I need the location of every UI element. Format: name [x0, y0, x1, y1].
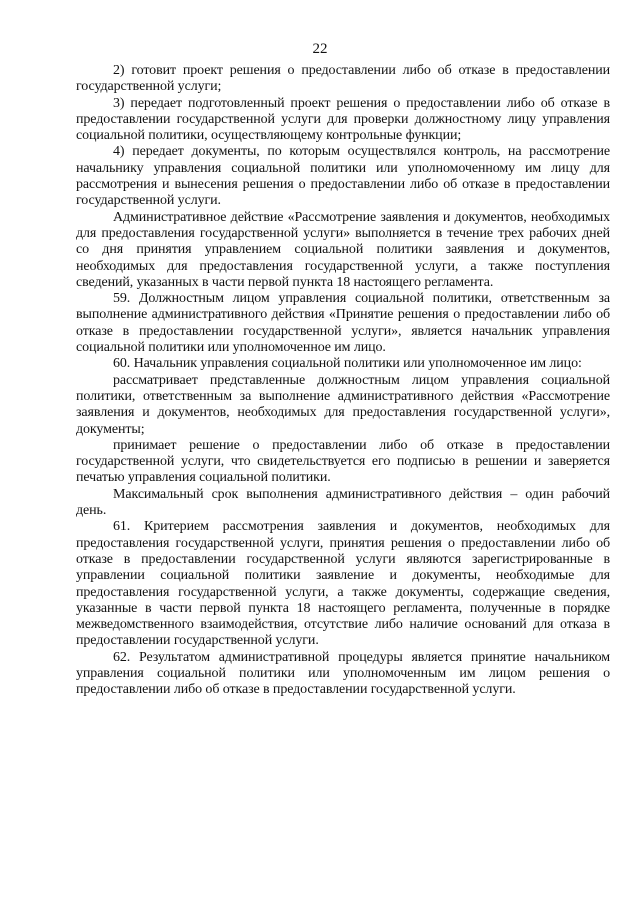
page-number: 22: [312, 41, 328, 57]
document-body: [76, 63, 610, 699]
paragraph-62: 62. Результатом административной процедуры является принятие начальником управления социальной политики или уполномоченным им лицом решения о предоставлении либо об отказе в предоставлении государственной услуги.: [76, 649, 610, 698]
paragraph-59: 59. Должностным лицом управления социальной политики, ответственным за выполнение административного действия «Принятие решения о предоставлении либо об отказе в предоставлении государственной услуги», является начальник управления социальной политики или уполномоченное им лицо.: [76, 291, 610, 356]
paragraph-60-reviews: рассматривает представленные должностным лицом управления социальной политики, ответственным за выполнение административного действия «Рассмотрение заявления и документов, необходимых для предоставления государственной услуги», документы;: [76, 372, 610, 437]
paragraph-60-decides: принимает решение о предоставлении либо об отказе в предоставлении государственной услуги, что свидетельствуется его подписью в решении и заверяется печатью управления социальной политики.: [76, 437, 610, 486]
paragraph-action-duration: Административное действие «Рассмотрение заявления и документов, необходимых для предоставления государственной услуги» выполняется в течение трех рабочих дней со дня принятия управлением социальной политики заявления и документов, необходимых для предоставления государственной услуги, а также поступления сведений, указанных в части первой пункта 18 настоящего регламента.: [76, 209, 610, 290]
paragraph-item-2: 2) готовит проект решения о предоставлении либо об отказе в предоставлении государственной услуги;: [76, 63, 610, 95]
paragraph-item-3: 3) передает подготовленный проект решения о предоставлении либо об отказе в предоставлении государственной услуги для проверки должностному лицу управления социальной политики, осуществляющему контрольные функции;: [76, 95, 610, 144]
paragraph-61: 61. Критерием рассмотрения заявления и документов, необходимых для предоставления государственной услуги, принятия решения о предоставлении либо об отказе в предоставлении государственной услуги являются зарегистрированные в управлении социальной политики заявление и документы, необходимые для предоставления государственной услуги, а также документы, содержащие сведения, указанные в части первой пункта 18 настоящего регламента, полученные в порядке межведомственного взаимодействия, отсутствие либо наличие оснований для отказа в предоставлении государственной услуги.: [76, 519, 610, 649]
paragraph-max-term: Максимальный срок выполнения административного действия – один рабочий день.: [76, 486, 610, 519]
paragraph-60: 60. Начальник управления социальной политики или уполномоченное им лицо:: [113, 356, 582, 372]
paragraph-item-4: 4) передает документы, по которым осуществлялся контроль, на рассмотрение начальнику управления социальной политики или уполномоченному им лицу для рассмотрения и вынесения решения о предоставлении либо об отказе в предоставлении государственной услуги.: [76, 144, 610, 209]
